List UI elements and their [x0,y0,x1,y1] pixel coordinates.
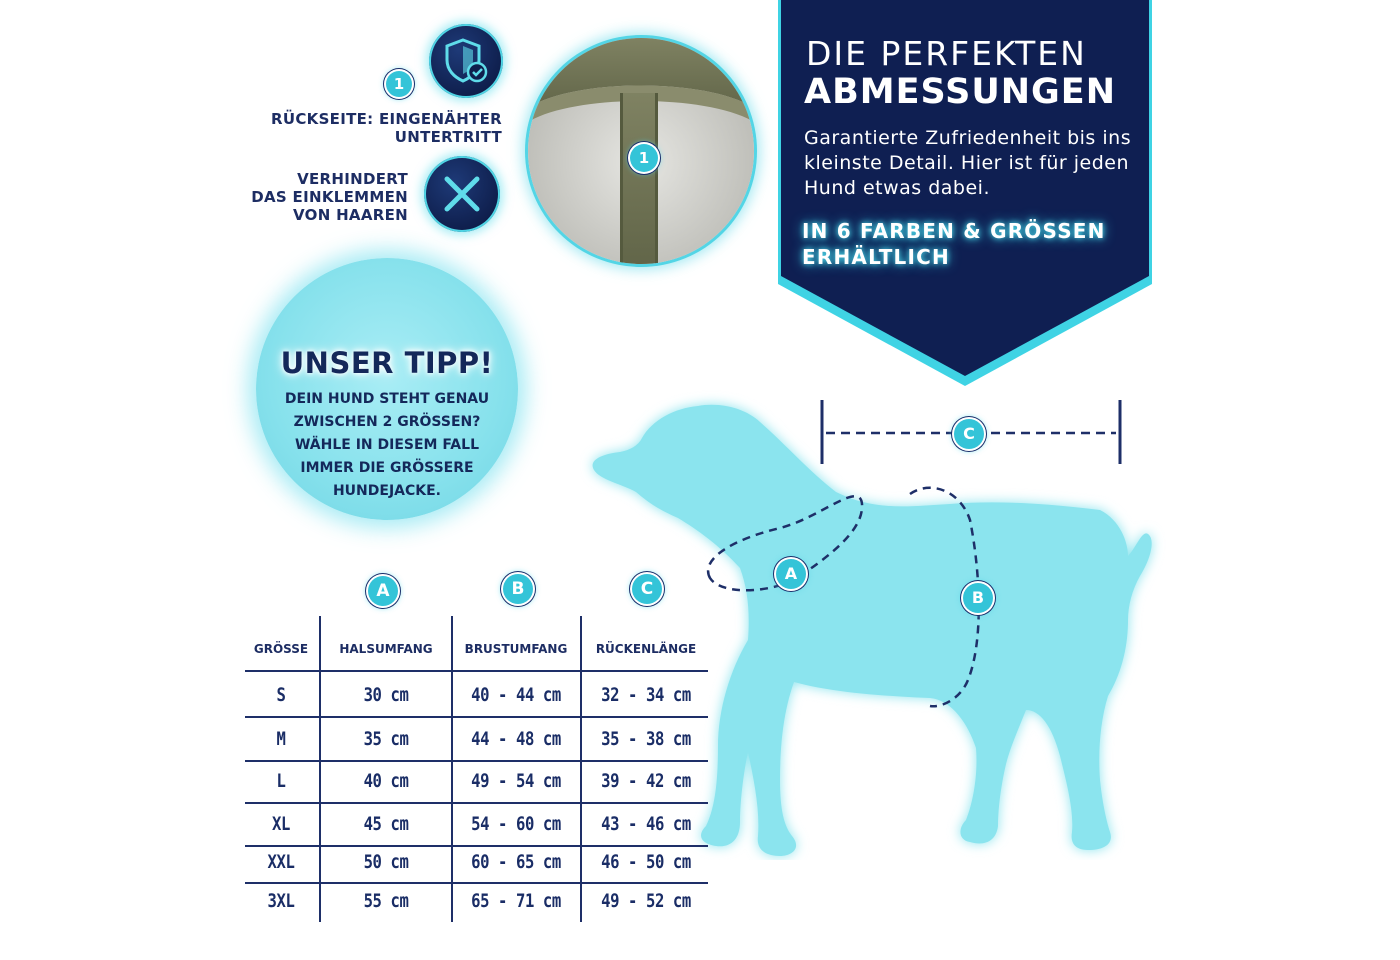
shield-icon-circle [429,24,503,98]
feature-number-badge: 1 [386,71,412,97]
banner-description: Garantierte Zufriedenheit bis ins kleinste Detail. Hier ist für jeden Hund etwas dabei. [804,127,1132,199]
table-cell: 46 - 50 cm [601,851,691,873]
table-col-line [580,616,582,922]
table-cell: 60 - 65 cm [471,851,561,873]
table-cell: 3XL [267,890,295,912]
table-cell: 44 - 48 cm [471,728,561,750]
table-cell: 65 - 71 cm [471,890,561,912]
table-row-line [245,882,708,884]
header-neck: HALSUMFANG [339,642,433,656]
column-badge-c: C [632,574,662,604]
dog-label-a: A [776,559,806,589]
table-cell: S [276,684,286,706]
dog-label-c: C [954,419,984,449]
tip-title: UNSER TIPP! [280,346,494,380]
table-col-line [319,616,321,922]
table-cell: 54 - 60 cm [471,813,561,835]
header-chest: BRUSTUMFANG [464,642,568,656]
feature-label-hair: VERHINDERT DAS EINKLEMMEN VON HAAREN [251,170,408,224]
table-cell: 49 - 54 cm [471,770,561,792]
table-row-line [245,716,708,718]
shield-check-icon [429,24,503,98]
table-header-line [245,670,708,672]
table-cell: L [276,770,286,792]
table-cell: 32 - 34 cm [601,684,691,706]
dog-label-b: B [963,583,993,613]
header-size: GRÖSSE [253,642,309,656]
table-row-line [245,845,708,847]
table-row-line [245,802,708,804]
table-col-line [451,616,453,922]
x-icon [424,156,500,232]
header-back: RÜCKENLÄNGE [595,642,697,656]
column-badge-a: A [368,576,398,606]
detail-number-badge: 1 [630,144,658,172]
table-cell: 40 cm [363,770,409,792]
banner-highlight: IN 6 FARBEN & GRÖSSEN ERHÄLTLICH [802,219,1106,269]
table-cell: M [276,728,286,750]
table-cell: XXL [267,851,295,873]
table-row-line [245,760,708,762]
table-cell: 35 cm [363,728,409,750]
table-cell: 40 - 44 cm [471,684,561,706]
table-cell: 50 cm [363,851,409,873]
table-cell: 55 cm [363,890,409,912]
column-badge-b: B [503,574,533,604]
banner-title-line2: ABMESSUNGEN [804,72,1116,112]
table-cell: 43 - 46 cm [601,813,691,835]
table-cell: 35 - 38 cm [601,728,691,750]
table-cell: 45 cm [363,813,409,835]
feature-label-back: RÜCKSEITE: EINGENÄHTER UNTERTRITT [271,110,502,146]
x-icon-circle [424,156,500,232]
table-cell: 49 - 52 cm [601,890,691,912]
tip-text: DEIN HUND STEHT GENAU ZWISCHEN 2 GRÖSSEN? WÄHLE IN DIESEM FALL IMMER DIE GRÖSSERE HUNDEJACKE. [284,391,490,499]
table-cell: 30 cm [363,684,409,706]
table-cell: 39 - 42 cm [601,770,691,792]
table-cell: XL [272,813,290,835]
banner-title-line1: DIE PERFEKTEN [806,34,1087,73]
